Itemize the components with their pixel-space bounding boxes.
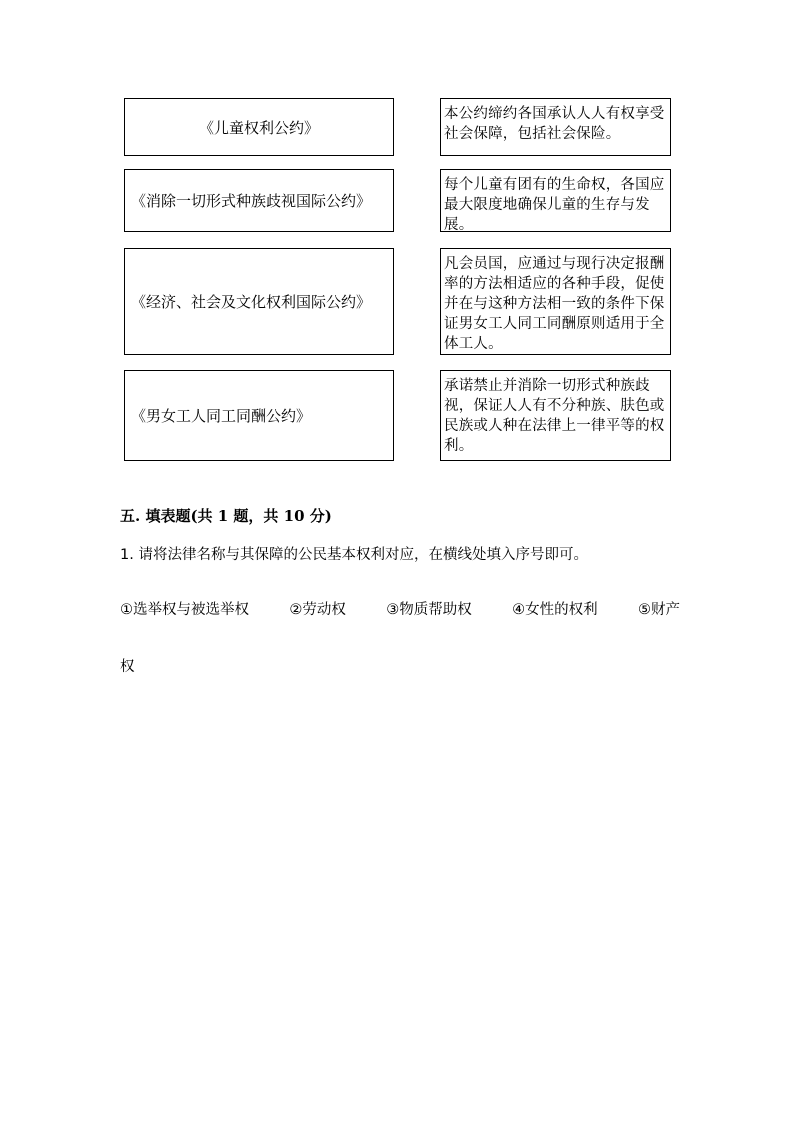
option-item: ⑤财产 bbox=[638, 602, 680, 618]
option-item: ②劳动权 bbox=[289, 602, 346, 618]
law-box-3 bbox=[124, 248, 394, 355]
law-name: 《儿童权利公约》 bbox=[198, 118, 319, 137]
options-list bbox=[120, 598, 680, 619]
law-box-4 bbox=[124, 370, 394, 461]
law-name: 《经济、社会及文化权利国际公约》 bbox=[131, 293, 372, 311]
right-box-2 bbox=[440, 169, 671, 232]
law-box-2 bbox=[124, 169, 394, 232]
right-description: 凡会员国，应通过与现行决定报酬率的方法相适应的各种手段，促使并在与这种方法相一致的条件下保证男女工人同工同酬原则适用于全体工人。 bbox=[444, 256, 665, 352]
law-name: 《消除一切形式种族歧视国际公约》 bbox=[131, 192, 372, 210]
right-description: 承诺禁止并消除一切形式种族歧视，保证人人有不分种族、肤色或民族或人种在法律上一律平等的权利。 bbox=[444, 378, 665, 454]
section-heading: 五. 填表题(共 1 题，共 10 分) bbox=[120, 507, 332, 525]
right-box-1 bbox=[440, 98, 671, 156]
law-name: 《男女工人同工同酬公约》 bbox=[131, 407, 312, 425]
right-box-4 bbox=[440, 370, 671, 461]
option-item-wrap: 权 bbox=[120, 659, 135, 675]
option-item: ③物质帮助权 bbox=[386, 602, 472, 618]
right-description: 本公约缔约各国承认人人有权享受社会保障，包括社会保险。 bbox=[444, 106, 665, 142]
law-box-1 bbox=[124, 98, 394, 156]
right-description: 每个儿童有团有的生命权，各国应最大限度地确保儿童的生存与发展。 bbox=[444, 177, 665, 233]
question-text: 1. 请将法律名称与其保障的公民基本权利对应，在横线处填入序号即可。 bbox=[120, 547, 588, 563]
option-item: ①选举权与被选举权 bbox=[120, 602, 249, 618]
option-item: ④女性的权利 bbox=[512, 602, 598, 618]
right-box-3 bbox=[440, 248, 671, 355]
